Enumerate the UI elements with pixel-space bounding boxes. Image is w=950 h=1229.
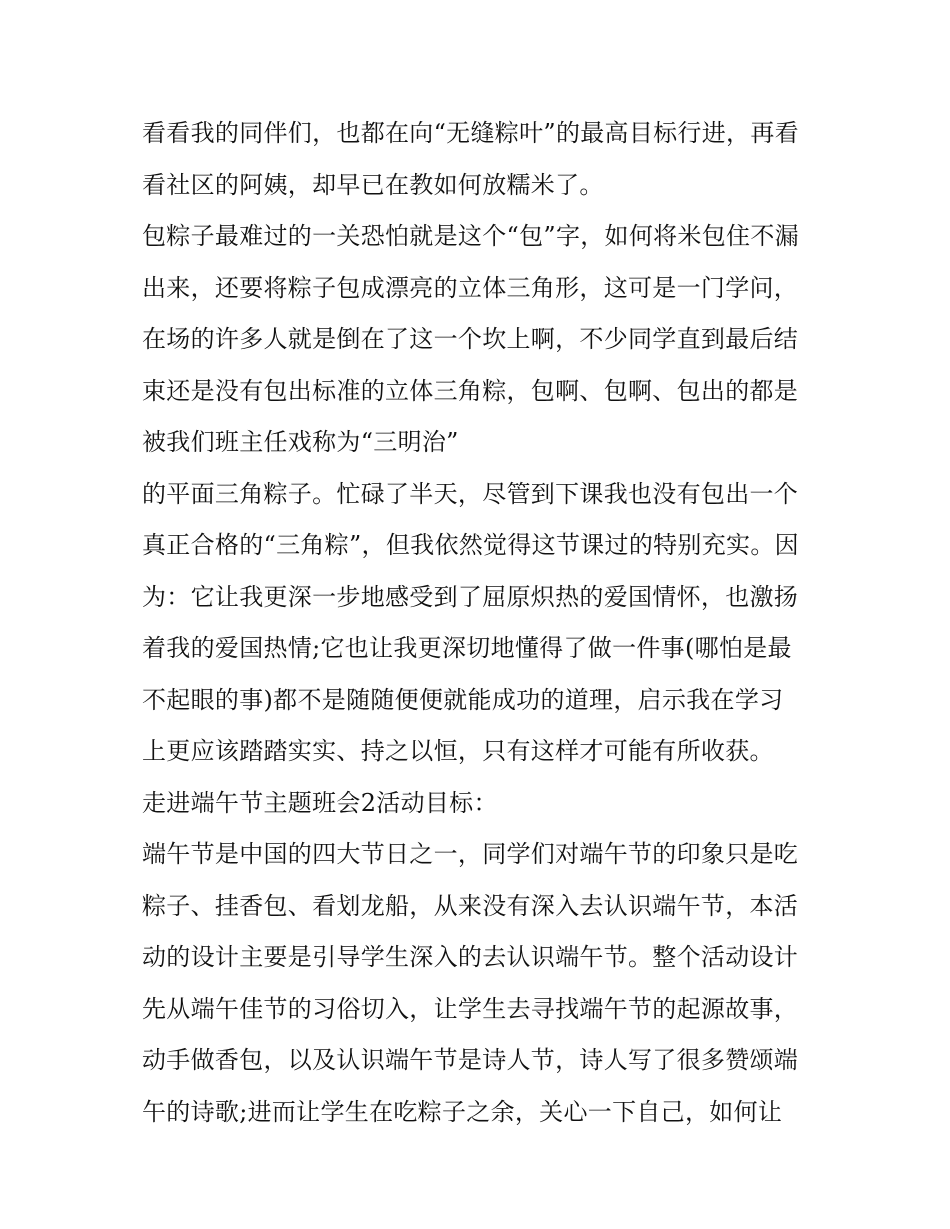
text-line: 动手做香包，以及认识端午节是诗人节，诗人写了很多赞颂端 (142, 1046, 799, 1074)
text-line: 动的设计主要是引导学生深入的去认识端午节。整个活动设计 (142, 943, 799, 971)
text-line: 出来，还要将粽子包成漂亮的立体三角形，这可是一门学问， (142, 273, 799, 302)
text-line: 真正合格的“三角粽”，但我依然觉得这节课过的特别充实。因 (142, 531, 799, 559)
text-line: 在场的许多人就是倒在了这一个坎上啊，不少同学直到最后结 (142, 325, 799, 353)
text-line: 包粽子最难过的一关恐怕就是这个“包”字，如何将米包住不漏 (142, 222, 799, 250)
text-line: 束还是没有包出标准的立体三角粽，包啊、包啊、包出的都是 (142, 376, 799, 405)
text-line: 先从端午佳节的习俗切入，让学生去寻找端午节的起源故事， (142, 994, 799, 1023)
text-line: 被我们班主任戏称为“三明治” (142, 428, 459, 456)
text-line: 着我的爱国热情;它也让我更深切地懂得了做一件事(哪怕是最 (142, 634, 792, 662)
text-line: 上更应该踏踏实实、持之以恒，只有这样才可能有所收获。 (142, 737, 774, 765)
text-line: 不起眼的事)都不是随随便便就能成功的道理，启示我在学习 (142, 685, 784, 714)
document-body (142, 108, 822, 1138)
text-line: 看看我的同伴们，也都在向“无缝粽叶”的最高目标行进，再看 (142, 119, 799, 147)
text-line: 粽子、挂香包、看划龙船，从来没有深入去认识端午节，本活 (142, 891, 799, 920)
text-line: 的平面三角粽子。忙碌了半天，尽管到下课我也没有包出一个 (142, 479, 799, 508)
section-heading: 走进端午节主题班会2活动目标： (142, 788, 498, 817)
text-line: 看社区的阿姨，却早已在教如何放糯米了。 (142, 170, 604, 199)
text-line: 午的诗歌;进而让学生在吃粽子之余，关心一下自己，如何让 (142, 1097, 783, 1126)
text-line: 端午节是中国的四大节日之一，同学们对端午节的印象只是吃 (142, 840, 799, 868)
text-line: 为：它让我更深一步地感受到了屈原炽热的爱国情怀，也激扬 (142, 582, 799, 611)
